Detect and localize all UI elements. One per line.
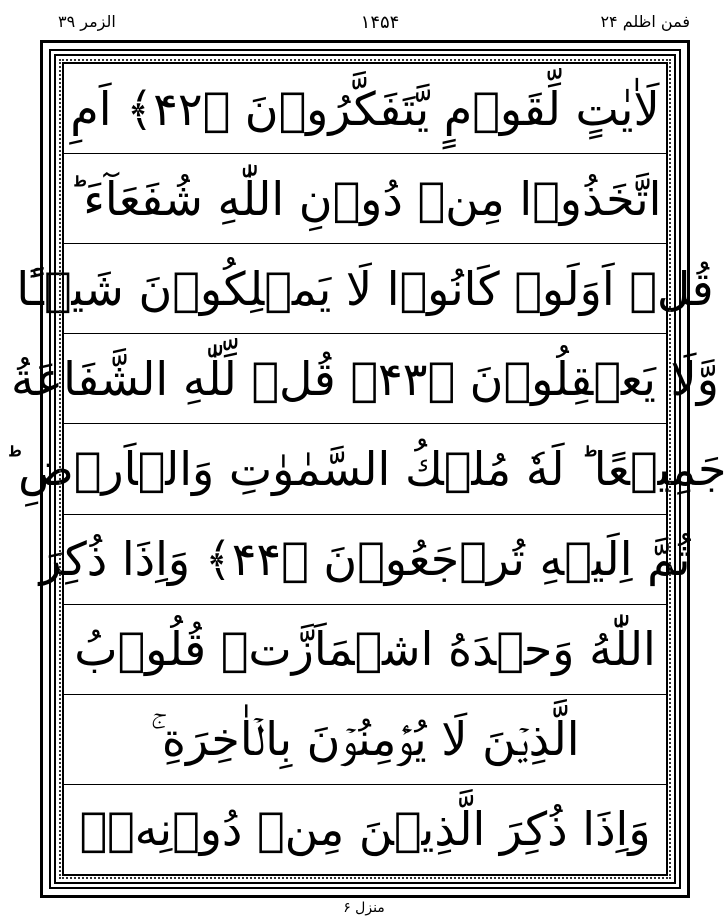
decorative-border bbox=[3, 49, 727, 889]
page-number: ۱۴۵۴ bbox=[360, 12, 400, 33]
text-line-8: الَّذِيۡنَ لَا يُؤۡمِنُوۡنَ بِالۡاٰخِرَةِ ۚ bbox=[64, 695, 666, 785]
text-line-4: وَّلَا يَعۡقِلُوۡنَ ﴿۴۳﴾ قُلۡ لِّلّٰهِ الشَّفَاعَةُ bbox=[64, 334, 666, 424]
text-area bbox=[3, 62, 727, 876]
page-header bbox=[40, 4, 690, 38]
text-line-9: وَاِذَا ذُكِرَ الَّذِيۡنَ مِنۡ دُوۡنِهٖۤ bbox=[79, 802, 651, 857]
text-line-7: اللّٰهُ وَحۡدَهُ اشۡمَاَزَّتۡ قُلُوۡبُ bbox=[64, 605, 666, 695]
text-line-1: لَاٰيٰتٍ لِّقَوۡمٍ يَّتَفَكَّرُوۡنَ ﴿۴۲﴾ اَمِ bbox=[64, 64, 666, 154]
surah-name: الزمر ۳۹ bbox=[58, 12, 116, 31]
page-border bbox=[3, 40, 727, 898]
text-line-5: جَمِيۡعًا ؕ لَهٗ مُلۡكُ السَّمٰوٰتِ وَالۡاَرۡضِ ؕ bbox=[64, 424, 666, 514]
text-line-6: ثُمَّ اِلَيۡهِ تُرۡجَعُوۡنَ ﴿۴۴﴾ وَاِذَا ذُكِرَ bbox=[64, 515, 666, 605]
text-line-3: قُلۡ اَوَلَوۡ كَانُوۡا لَا يَمۡلِكُوۡنَ شَيۡـًٔا bbox=[64, 244, 666, 334]
para-name: فمن اظلم ۲۴ bbox=[600, 12, 690, 31]
text-line-2: اتَّخَذُوۡا مِنۡ دُوۡنِ اللّٰهِ شُفَعَآءَ ؕ bbox=[64, 154, 666, 244]
manzil-label: منزل ۶ bbox=[343, 900, 385, 916]
